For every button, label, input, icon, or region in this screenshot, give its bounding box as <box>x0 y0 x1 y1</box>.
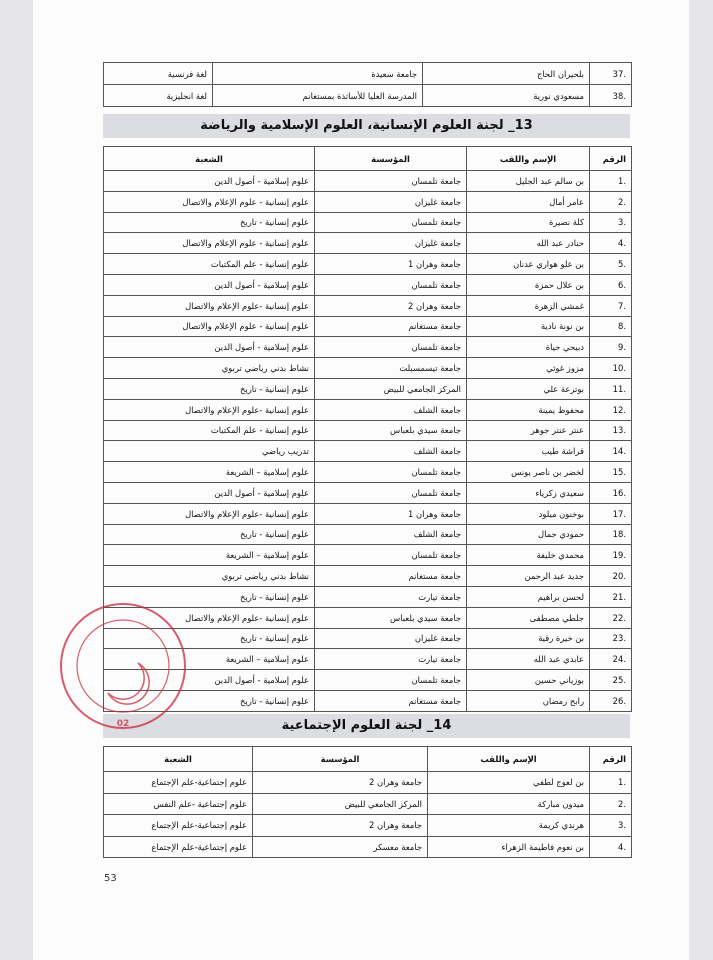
cell-num: .18 <box>590 524 632 545</box>
cell-institution: جامعة تلمسان <box>315 545 467 566</box>
table-row <box>104 772 632 794</box>
section-13-title: 13_ لجنة العلوم الإنسانية، العلوم الإسلامية والرياضة <box>103 114 630 138</box>
table-row <box>104 171 632 192</box>
cell-name: محفوظ يمينة <box>467 399 590 420</box>
cell-num: .26 <box>590 690 632 711</box>
table-row <box>104 358 632 379</box>
table-row <box>104 212 632 233</box>
cell-name: بن لعوج لطفي <box>428 772 590 794</box>
table-row <box>104 524 632 545</box>
cell-branch: علوم إنسانية - علوم الإعلام والاتصال <box>104 191 315 212</box>
cell-institution: جامعة سيدي بلعباس <box>315 607 467 628</box>
cell-institution: جامعة مستغانم <box>315 690 467 711</box>
cell-name: مزوز غوثي <box>467 358 590 379</box>
cell-name: بن علال حمزة <box>467 274 590 295</box>
cell-name: بوخنون ميلود <box>467 503 590 524</box>
cell-branch: علوم إسلامية - أصول الدين <box>104 274 315 295</box>
cell-num: .5 <box>590 254 632 275</box>
cell-name: محمدي خليفة <box>467 545 590 566</box>
cell-institution: جامعة تلمسان <box>315 274 467 295</box>
table-row <box>104 399 632 420</box>
cell-institution: جامعة مستغانم <box>315 316 467 337</box>
cell-num: .6 <box>590 274 632 295</box>
cell-branch: علوم إسلامية - أصول الدين <box>104 482 315 503</box>
cell-num: .15 <box>590 462 632 483</box>
table-row <box>104 63 632 85</box>
table-row <box>104 233 632 254</box>
cell-branch: علوم إسلامية – الشريعة <box>104 545 315 566</box>
cell-name: جديد عبد الرحمن <box>467 566 590 587</box>
cell-branch: علوم إجتماعية -علم النفس <box>104 793 253 815</box>
header-name: الإسم واللقب <box>467 147 590 171</box>
cell-institution: جامعة وهران 1 <box>315 503 467 524</box>
cell-num: .3 <box>590 212 632 233</box>
cell-name: بن نعوم فاطيمة الزهراء <box>428 836 590 858</box>
cell-name: بن نونة نادية <box>467 316 590 337</box>
cell-institution: جامعة الشلف <box>315 441 467 462</box>
cell-branch: لغة انجليزية <box>104 85 213 107</box>
cell-institution: المركز الجامعي للبيض <box>253 793 428 815</box>
cell-branch: علوم إسلامية - أصول الدين <box>104 171 315 192</box>
cell-name: لخضر بن ناصر يونس <box>467 462 590 483</box>
cell-name: دبيحي حياة <box>467 337 590 358</box>
cell-branch: علوم إنسانية -علوم الإعلام والاتصال <box>104 503 315 524</box>
cell-institution: جامعة تيسمسيلت <box>315 358 467 379</box>
cell-name: قراشة طيب <box>467 441 590 462</box>
cell-name: بوترعة علي <box>467 378 590 399</box>
header-branch: الشعبة <box>104 747 253 772</box>
header-branch: الشعبة <box>104 147 315 171</box>
cell-num: .22 <box>590 607 632 628</box>
header-num: الرقم <box>590 747 632 772</box>
cell-name: جلطي مصطفى <box>467 607 590 628</box>
cell-branch: علوم إجتماعية-علم الإجتماع <box>104 815 253 837</box>
cell-name: عنتر عنتر جوهر <box>467 420 590 441</box>
cell-num: .17 <box>590 503 632 524</box>
cell-num: .25 <box>590 670 632 691</box>
cell-branch: علوم إنسانية - علم المكتبات <box>104 420 315 441</box>
table-row <box>104 420 632 441</box>
cell-institution: جامعة تلمسان <box>315 171 467 192</box>
cell-branch: علوم إجتماعية-علم الإجتماع <box>104 772 253 794</box>
cell-branch: علوم إنسانية - تاريخ <box>104 586 315 607</box>
cell-name: بوزياني حسين <box>467 670 590 691</box>
cell-branch: علوم إنسانية - تاريخ <box>104 628 315 649</box>
cell-institution: جامعة تلمسان <box>315 462 467 483</box>
cell-num: .4 <box>590 836 632 858</box>
cell-institution: المركز الجامعي للبيض <box>315 378 467 399</box>
cell-num: .38 <box>590 85 632 107</box>
cell-branch: علوم إنسانية - علوم الإعلام والاتصال <box>104 233 315 254</box>
header-name: الإسم واللقب <box>428 747 590 772</box>
cell-institution: جامعة مستغانم <box>315 566 467 587</box>
cell-institution: جامعة تلمسان <box>315 337 467 358</box>
cell-name: سعيدي زكرياء <box>467 482 590 503</box>
cell-institution: جامعة وهران 2 <box>315 295 467 316</box>
cell-branch: نشاط بدني رياضي تربوي <box>104 358 315 379</box>
table-row <box>104 337 632 358</box>
cell-name: بن علو هواري عدنان <box>467 254 590 275</box>
page-number: 53 <box>104 873 117 884</box>
cell-num: .2 <box>590 793 632 815</box>
table-row <box>104 815 632 837</box>
cell-institution: جامعة سيدي بلعباس <box>315 420 467 441</box>
cell-branch: علوم إنسانية -علوم الإعلام والاتصال <box>104 607 315 628</box>
cell-name: رابح رمضان <box>467 690 590 711</box>
table-row <box>104 254 632 275</box>
table-row <box>104 274 632 295</box>
table-row <box>104 503 632 524</box>
header-institution: المؤسسة <box>253 747 428 772</box>
cell-name: لحسن براهيم <box>467 586 590 607</box>
official-stamp <box>58 598 188 738</box>
cell-name: غمشي الزهرة <box>467 295 590 316</box>
cell-branch: علوم إنسانية - تاريخ <box>104 378 315 399</box>
cell-name: عابدي عبد الله <box>467 649 590 670</box>
cell-institution: جامعة معسكر <box>253 836 428 858</box>
cell-branch: علوم إسلامية - أصول الدين <box>104 337 315 358</box>
cell-name: ميدون مباركة <box>428 793 590 815</box>
cell-num: .16 <box>590 482 632 503</box>
cell-institution: جامعة تلمسان <box>315 670 467 691</box>
table-row <box>104 378 632 399</box>
cell-num: .4 <box>590 233 632 254</box>
cell-num: .14 <box>590 441 632 462</box>
cell-branch: علوم إنسانية -علوم الإعلام والاتصال <box>104 399 315 420</box>
table-row <box>104 545 632 566</box>
table-row <box>104 836 632 858</box>
table-row <box>104 462 632 483</box>
cell-num: .11 <box>590 378 632 399</box>
cell-num: .20 <box>590 566 632 587</box>
cell-institution: جامعة وهران 2 <box>253 772 428 794</box>
table-row <box>104 441 632 462</box>
stamp-number: 02 <box>116 719 130 729</box>
cell-institution: جامعة الشلف <box>315 524 467 545</box>
cell-num: .24 <box>590 649 632 670</box>
cell-branch: لغة فرنسية <box>104 63 213 85</box>
cell-institution: جامعة تلمسان <box>315 482 467 503</box>
cell-branch: علوم إنسانية - تاريخ <box>104 524 315 545</box>
table-row <box>104 191 632 212</box>
cell-institution: المدرسة العليا للأساتذة بمستغانم <box>213 85 423 107</box>
table-row <box>104 316 632 337</box>
cell-num: .37 <box>590 63 632 85</box>
table-row <box>104 295 632 316</box>
table-row <box>104 793 632 815</box>
cell-branch: علوم إسلامية - أصول الدين <box>104 670 315 691</box>
cell-num: .1 <box>590 772 632 794</box>
table-row <box>104 482 632 503</box>
cell-institution: جامعة تيارت <box>315 649 467 670</box>
cell-num: .1 <box>590 171 632 192</box>
cell-institution: جامعة الشلف <box>315 399 467 420</box>
cell-name: كلة نصيرة <box>467 212 590 233</box>
cell-num: .12 <box>590 399 632 420</box>
cell-branch: علوم إجتماعية-علم الإجتماع <box>104 836 253 858</box>
cell-branch: علوم إنسانية - علوم الإعلام والاتصال <box>104 316 315 337</box>
section-14-table <box>103 746 632 858</box>
cell-institution: جامعة سعيدة <box>213 63 423 85</box>
cell-institution: جامعة غليزان <box>315 233 467 254</box>
cell-branch: علوم إسلامية – الشريعة <box>104 649 315 670</box>
section-14-title: 14_ لجنة العلوم الإجتماعية <box>103 714 630 738</box>
cell-num: .3 <box>590 815 632 837</box>
cell-name: بلحيران الحاج <box>423 63 590 85</box>
cell-name: بن خيرة رقية <box>467 628 590 649</box>
cell-num: .10 <box>590 358 632 379</box>
cell-num: .7 <box>590 295 632 316</box>
cell-num: .2 <box>590 191 632 212</box>
cell-name: هرندي كريمة <box>428 815 590 837</box>
cell-institution: جامعة غليزان <box>315 628 467 649</box>
cell-name: حنادر عبد الله <box>467 233 590 254</box>
cell-institution: جامعة تيارت <box>315 586 467 607</box>
cell-branch: تدريب رياضي <box>104 441 315 462</box>
cell-num: .19 <box>590 545 632 566</box>
cell-branch: علوم إنسانية - تاريخ <box>104 690 315 711</box>
cell-num: .23 <box>590 628 632 649</box>
cell-institution: جامعة وهران 1 <box>315 254 467 275</box>
table-row <box>104 566 632 587</box>
continued-table <box>103 62 632 107</box>
cell-institution: جامعة تلمسان <box>315 212 467 233</box>
cell-branch: علوم إسلامية – الشريعة <box>104 462 315 483</box>
table-row <box>104 85 632 107</box>
cell-num: .8 <box>590 316 632 337</box>
cell-name: بن سالم عبد الجليل <box>467 171 590 192</box>
cell-num: .9 <box>590 337 632 358</box>
cell-institution: جامعة وهران 2 <box>253 815 428 837</box>
cell-name: حمودي جمال <box>467 524 590 545</box>
cell-branch: نشاط بدني رياضي تربوي <box>104 566 315 587</box>
header-num: الرقم <box>590 147 632 171</box>
header-institution: المؤسسة <box>315 147 467 171</box>
cell-branch: علوم إنسانية -علوم الإعلام والاتصال <box>104 295 315 316</box>
cell-name: مسعودي نورية <box>423 85 590 107</box>
cell-num: .13 <box>590 420 632 441</box>
cell-institution: جامعة غليزان <box>315 191 467 212</box>
cell-num: .21 <box>590 586 632 607</box>
cell-branch: علوم إنسانية - علم المكتبات <box>104 254 315 275</box>
cell-branch: علوم إنسانية - تاريخ <box>104 212 315 233</box>
cell-name: عامر أمال <box>467 191 590 212</box>
